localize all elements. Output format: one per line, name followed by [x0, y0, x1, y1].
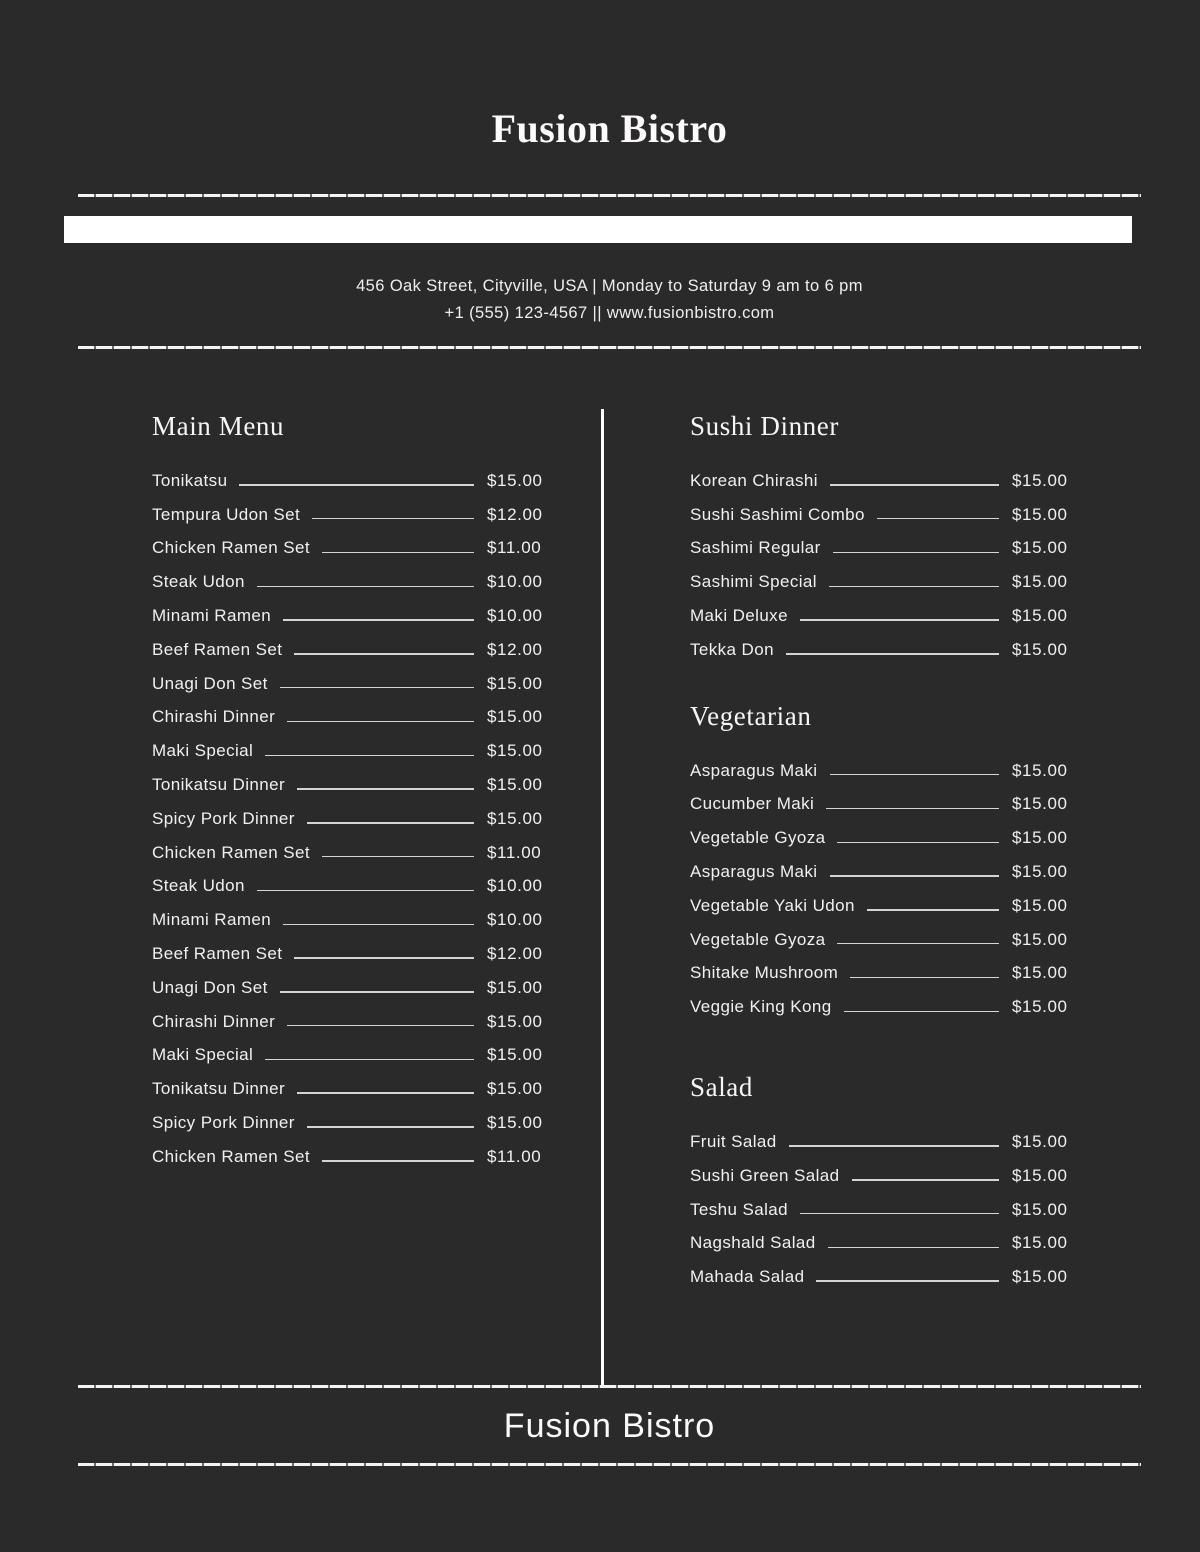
item-name: Spicy Pork Dinner	[152, 808, 295, 828]
item-price: $15.00	[487, 470, 543, 490]
leader-line	[844, 1011, 999, 1013]
item-name: Sashimi Special	[690, 572, 817, 592]
section-title: Main Menu	[152, 411, 285, 441]
item-price: $15.00	[1012, 828, 1068, 848]
item-name: Mahada Salad	[690, 1267, 805, 1287]
menu-item-row	[690, 1260, 1070, 1294]
item-name: Beef Ramen Set	[152, 639, 283, 659]
item-name: Unagi Don Set	[152, 977, 268, 997]
menu-item-row	[152, 498, 545, 532]
menu-item-row	[152, 667, 545, 701]
item-price: $15.00	[487, 1011, 543, 1031]
item-name: Teshu Salad	[690, 1199, 788, 1219]
item-name: Steak Udon	[152, 572, 245, 592]
item-price: $15.00	[1012, 639, 1068, 659]
address-line: 456 Oak Street, Cityville, USA | Monday to Saturday 9 am to 6 pm	[356, 277, 863, 295]
page-title: Fusion Bistro	[491, 106, 728, 151]
leader-line	[257, 586, 474, 588]
leader-line	[830, 875, 1000, 877]
leader-line	[837, 842, 999, 844]
item-name: Maki Deluxe	[690, 606, 788, 626]
item-price: $15.00	[1012, 895, 1068, 915]
menu-item-row	[690, 565, 1070, 599]
item-name: Vegetable Gyoza	[690, 828, 826, 848]
menu-item-row	[690, 1125, 1070, 1159]
leader-line	[322, 552, 474, 554]
menu-item-row	[152, 565, 545, 599]
menu-item-row	[152, 903, 545, 937]
menu-item-row	[152, 1140, 545, 1174]
item-name: Sushi Sashimi Combo	[690, 504, 865, 524]
menu-item-row	[690, 1159, 1070, 1193]
section-title: Vegetarian	[690, 700, 812, 731]
menu-item-row	[690, 788, 1070, 822]
item-name: Sushi Green Salad	[690, 1165, 840, 1185]
leader-line	[294, 957, 474, 959]
leader-line	[877, 518, 999, 520]
section-vegetarian	[690, 699, 1070, 1024]
menu-item-row	[690, 990, 1070, 1024]
leader-line	[297, 788, 474, 790]
section-sushi-dinner	[690, 409, 1070, 667]
section-title: Salad	[690, 1072, 753, 1103]
leader-line	[830, 774, 1000, 776]
item-name: Tekka Don	[690, 639, 774, 659]
menu-sheet	[78, 0, 1141, 1466]
footer-title: Fusion Bistro	[503, 1407, 716, 1445]
menu-item-row	[690, 957, 1070, 991]
leader-line	[257, 890, 474, 892]
item-price: $15.00	[487, 1045, 543, 1065]
item-price: $15.00	[1012, 538, 1068, 558]
menu-item-row	[690, 821, 1070, 855]
footer-bottom-divider-line	[78, 1463, 1141, 1466]
leader-line	[265, 1059, 474, 1061]
item-price: $15.00	[1012, 1165, 1068, 1185]
item-name: Maki Special	[152, 1045, 254, 1065]
menu-item-row	[152, 971, 545, 1005]
menu-item-row	[152, 836, 545, 870]
item-price: $15.00	[487, 808, 543, 828]
menu-item-row	[152, 532, 545, 566]
item-name: Tempura Udon Set	[152, 504, 301, 524]
item-name: Tonikatsu Dinner	[152, 775, 286, 795]
leader-line	[837, 943, 999, 945]
menu-item-row	[690, 1193, 1070, 1227]
section-salad	[690, 1070, 1070, 1294]
item-price: $15.00	[1012, 929, 1068, 949]
item-price: $10.00	[487, 606, 543, 626]
menu-item-row	[152, 802, 545, 836]
item-price: $15.00	[487, 775, 543, 795]
item-name: Chicken Ramen Set	[152, 842, 310, 862]
leader-line	[816, 1280, 999, 1282]
item-name: Asparagus Maki	[690, 760, 818, 780]
leader-line	[280, 991, 474, 993]
item-name: Chicken Ramen Set	[152, 538, 310, 558]
item-price: $15.00	[487, 1113, 543, 1133]
leader-line	[312, 518, 474, 520]
menu-item-row	[152, 1106, 545, 1140]
item-name: Beef Ramen Set	[152, 944, 283, 964]
item-name: Cucumber Maki	[690, 794, 815, 814]
item-name: Veggie King Kong	[690, 997, 832, 1017]
menu-item-row	[152, 1072, 545, 1106]
menu-item-row	[690, 464, 1070, 498]
item-price: $15.00	[487, 741, 543, 761]
contact-line: +1 (555) 123-4567 || www.fusionbistro.com	[444, 304, 775, 322]
menu-item-row	[690, 754, 1070, 788]
item-name: Chirashi Dinner	[152, 1011, 276, 1031]
leader-line	[850, 977, 999, 979]
menu-item-row	[152, 768, 545, 802]
menu-item-list	[690, 1125, 1070, 1294]
menu-item-list	[152, 464, 545, 1174]
menu-item-row	[152, 633, 545, 667]
item-name: Maki Special	[152, 741, 254, 761]
item-name: Shitake Mushroom	[690, 963, 839, 983]
leader-line	[828, 1247, 999, 1249]
leader-line	[867, 909, 999, 911]
item-price: $15.00	[487, 977, 543, 997]
item-price: $15.00	[1012, 862, 1068, 882]
menu-item-row	[152, 1005, 545, 1039]
item-price: $15.00	[1012, 1199, 1068, 1219]
leader-line	[283, 924, 474, 926]
menu-item-row	[152, 1039, 545, 1073]
leader-line	[800, 619, 999, 621]
item-name: Nagshald Salad	[690, 1233, 816, 1253]
right-column	[604, 409, 1141, 1385]
leader-line	[852, 1179, 1000, 1181]
left-column	[78, 409, 601, 1385]
white-banner-bar	[64, 216, 1132, 243]
item-name: Vegetable Yaki Udon	[690, 895, 855, 915]
header-divider-line	[78, 194, 1141, 197]
leader-line	[297, 1092, 474, 1094]
menu-item-list	[690, 754, 1070, 1024]
item-price: $15.00	[1012, 470, 1068, 490]
item-name: Chicken Ramen Set	[152, 1146, 310, 1166]
leader-line	[800, 1213, 999, 1215]
menu-item-row	[690, 599, 1070, 633]
menu-item-row	[690, 1227, 1070, 1261]
item-price: $10.00	[487, 572, 543, 592]
leader-line	[280, 687, 474, 689]
item-name: Minami Ramen	[152, 606, 272, 626]
item-name: Tonikatsu	[152, 470, 228, 490]
leader-line	[833, 552, 999, 554]
leader-line	[789, 1145, 999, 1147]
menu-item-row	[152, 937, 545, 971]
section-title: Sushi Dinner	[690, 411, 839, 441]
menu-item-row	[152, 870, 545, 904]
item-price: $15.00	[1012, 963, 1068, 983]
item-price: $15.00	[1012, 572, 1068, 592]
item-name: Korean Chirashi	[690, 470, 818, 490]
leader-line	[829, 586, 999, 588]
menu-item-row	[690, 633, 1070, 667]
item-price: $10.00	[487, 910, 543, 930]
item-price: $11.00	[487, 842, 542, 862]
item-price: $15.00	[1012, 1267, 1068, 1287]
item-price: $11.00	[487, 1146, 542, 1166]
item-price: $10.00	[487, 876, 543, 896]
leader-line	[307, 1126, 474, 1128]
item-name: Asparagus Maki	[690, 862, 818, 882]
item-price: $15.00	[1012, 760, 1068, 780]
item-price: $15.00	[1012, 1132, 1068, 1152]
leader-line	[287, 1025, 474, 1027]
leader-line	[830, 484, 999, 486]
menu-item-row	[152, 599, 545, 633]
leader-line	[283, 619, 474, 621]
item-price: $15.00	[487, 707, 543, 727]
item-price: $12.00	[487, 639, 543, 659]
leader-line	[287, 721, 474, 723]
item-name: Steak Udon	[152, 876, 245, 896]
leader-line	[294, 653, 474, 655]
item-price: $15.00	[487, 1079, 543, 1099]
section-main-menu	[152, 409, 545, 1174]
item-name: Chirashi Dinner	[152, 707, 276, 727]
item-price: $15.00	[1012, 504, 1068, 524]
leader-line	[786, 653, 999, 655]
item-price: $11.00	[487, 538, 542, 558]
item-name: Vegetable Gyoza	[690, 929, 826, 949]
menu-item-row	[152, 464, 545, 498]
item-price: $12.00	[487, 504, 543, 524]
menu-item-row	[690, 855, 1070, 889]
item-name: Tonikatsu Dinner	[152, 1079, 286, 1099]
menu-item-row	[690, 923, 1070, 957]
item-name: Spicy Pork Dinner	[152, 1113, 295, 1133]
item-name: Sashimi Regular	[690, 538, 821, 558]
item-name: Fruit Salad	[690, 1132, 777, 1152]
leader-line	[265, 755, 474, 757]
footer-top-divider-line	[78, 1385, 1141, 1388]
menu-item-list	[690, 464, 1070, 667]
menu-item-row	[690, 532, 1070, 566]
item-price: $15.00	[487, 673, 543, 693]
menu-columns	[78, 349, 1141, 1385]
address-block	[78, 273, 1141, 327]
menu-item-row	[690, 498, 1070, 532]
item-price: $15.00	[1012, 794, 1068, 814]
item-price: $12.00	[487, 944, 543, 964]
item-name: Unagi Don Set	[152, 673, 268, 693]
leader-line	[826, 808, 999, 810]
item-price: $15.00	[1012, 997, 1068, 1017]
item-price: $15.00	[1012, 606, 1068, 626]
item-price: $15.00	[1012, 1233, 1068, 1253]
menu-item-row	[152, 734, 545, 768]
menu-item-row	[690, 889, 1070, 923]
leader-line	[239, 484, 474, 486]
menu-item-row	[152, 701, 545, 735]
leader-line	[322, 856, 474, 858]
leader-line	[322, 1160, 474, 1162]
leader-line	[307, 822, 474, 824]
item-name: Minami Ramen	[152, 910, 272, 930]
